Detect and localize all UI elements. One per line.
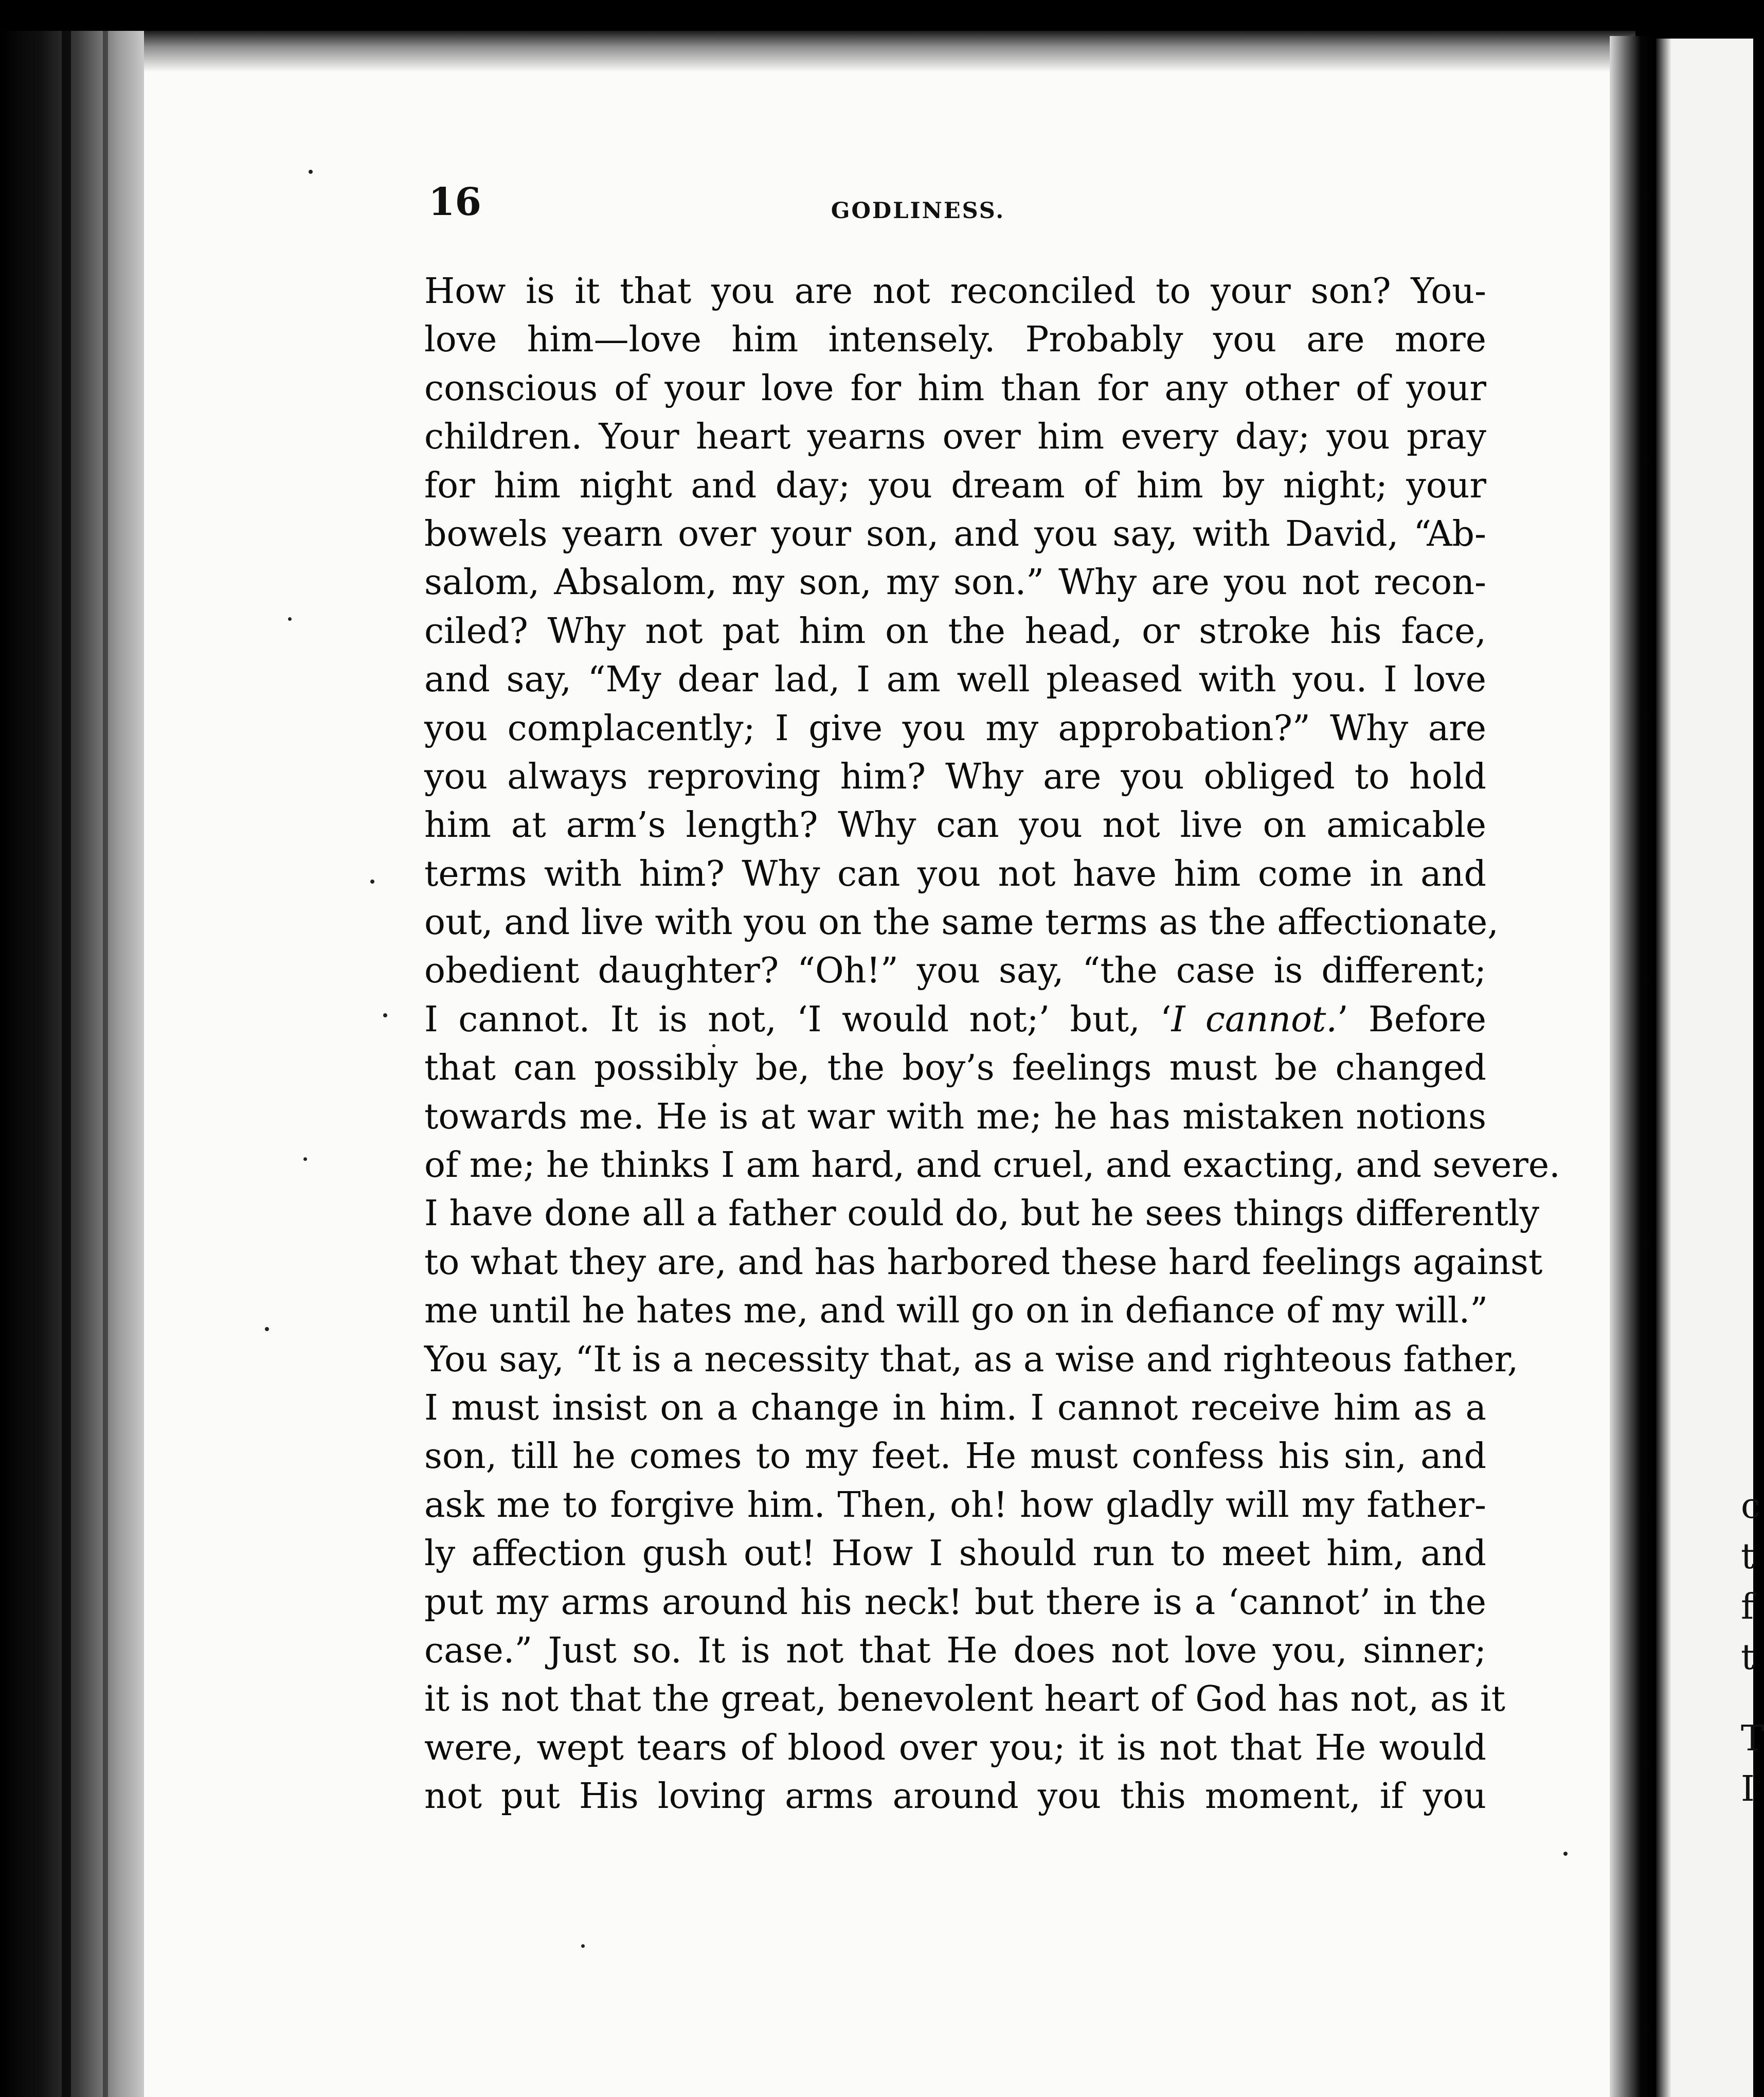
text-segment: him at arm’s length? Why can you not live on amicable (424, 805, 1486, 846)
text-segment: ciled? Why not pat him on the head, or stroke his face, (424, 611, 1486, 652)
text-segment: put my arms around his neck! but there is a ‘cannot’ in the (424, 1582, 1486, 1623)
text-segment: and say, “My dear lad, I am well pleased with you. I love (424, 659, 1486, 701)
text-segment: How is it that you are not reconciled to your son? You- (424, 271, 1486, 312)
text-segment: were, wept tears of blood over you; it is not that He would (424, 1727, 1486, 1768)
text-line (424, 947, 1486, 995)
text-segment: ask me to forgive him. Then, oh! how gladly will my father- (424, 1484, 1486, 1526)
body-text (424, 267, 1560, 1821)
speck (288, 617, 292, 621)
running-head: GODLINESS. (831, 198, 1005, 224)
text-line (424, 1675, 1505, 1724)
text-segment: you always reproving him? Why are you obliged to hold (424, 756, 1486, 797)
text-line (424, 510, 1486, 559)
text-line (424, 559, 1486, 607)
text-segment: conscious of your love for him than for any other of your (424, 368, 1486, 409)
adjacent-glyph: c (1741, 1486, 1761, 1527)
page-gutter (1610, 36, 1656, 2097)
text-line (424, 1530, 1486, 1578)
text-line (424, 705, 1486, 753)
text-line (424, 316, 1486, 364)
text-segment: not put His loving arms around you this moment, if you (424, 1776, 1486, 1817)
text-segment: terms with him? Why can you not have him come in and (424, 853, 1486, 894)
text-segment: obedient daughter? “Oh!” you say, “the case is different; (424, 951, 1486, 992)
speck (265, 1327, 269, 1331)
text-segment: it is not that the great, benevolent heart of God has not, as it (424, 1679, 1505, 1720)
text-line (424, 1336, 1519, 1384)
text-segment: children. Your heart yearns over him every day; you pray (424, 417, 1486, 458)
text-segment: ’ Before (1337, 999, 1486, 1040)
adjacent-glyph: f (1741, 1587, 1754, 1627)
text-segment: ly affection gush out! How I should run to meet him, and (424, 1533, 1486, 1574)
speck (370, 880, 374, 884)
text-line (424, 267, 1486, 316)
text-line (424, 996, 1486, 1044)
text-line (424, 1724, 1486, 1772)
text-line (424, 462, 1486, 510)
text-line (424, 801, 1486, 850)
text-line (424, 365, 1486, 413)
adjacent-glyph: t (1741, 1536, 1755, 1577)
text-segment: for him night and day; you dream of him by night; your (424, 465, 1486, 506)
text-segment: towards me. He is at war with me; he has mistaken notions (424, 1096, 1486, 1137)
adjacent-glyph: t (1741, 1637, 1755, 1678)
speck (303, 1157, 307, 1161)
text-segment: son, till he comes to my feet. He must confess his sin, and (424, 1436, 1486, 1477)
text-line (424, 1627, 1486, 1675)
text-line (424, 1287, 1486, 1335)
adjacent-glyph: T (1741, 1718, 1764, 1759)
text-segment: that can possibly be, the boy’s feelings must be changed (424, 1048, 1486, 1089)
text-line (424, 1384, 1486, 1432)
text-segment: to what they are, and has harbored these hard feelings against (424, 1242, 1543, 1283)
adjacent-page-text-fragments (1741, 1481, 1764, 1815)
text-segment: I must insist on a change in him. I cannot receive him as a (424, 1387, 1486, 1428)
text-line (424, 656, 1486, 704)
text-line (424, 1093, 1486, 1141)
adjacent-page-edge (1656, 39, 1764, 2097)
speck (581, 1944, 585, 1948)
text-line (424, 1579, 1486, 1627)
text-line (424, 413, 1486, 461)
text-line (424, 899, 1499, 947)
text-segment: of me; he thinks I am hard, and cruel, and exacting, and severe. (424, 1145, 1560, 1186)
speck (383, 1013, 387, 1017)
text-segment: me until he hates me, and will go on in defiance of my will.” (424, 1291, 1488, 1332)
text-segment: case.” Just so. It is not that He does not love you, sinner; (424, 1630, 1486, 1671)
text-segment: love him—love him intensely. Probably you are more (424, 319, 1486, 361)
text-line (424, 1481, 1486, 1530)
text-segment: I cannot. It is not, ‘I would not;’ but, ‘ (424, 999, 1172, 1040)
page-top-shadow (144, 31, 1635, 72)
text-line (424, 1190, 1539, 1238)
italic-text: I cannot. (1171, 999, 1337, 1040)
text-line (424, 1141, 1560, 1190)
text-line (424, 1044, 1486, 1092)
text-line (424, 1772, 1486, 1821)
text-segment: You say, “It is a necessity that, as a wise and righteous father, (424, 1339, 1519, 1380)
text-line (424, 607, 1486, 656)
text-segment: I have done all a father could do, but he sees things differently (424, 1193, 1539, 1234)
text-segment: bowels yearn over your son, and you say, with David, “Ab- (424, 513, 1486, 554)
text-line (424, 753, 1486, 801)
speck (1563, 1852, 1568, 1856)
adjacent-glyph: I (1741, 1769, 1755, 1809)
text-segment: you complacently; I give you my approbation?” Why are (424, 708, 1486, 749)
text-segment: out, and live with you on the same terms as the affectionate, (424, 902, 1499, 943)
page-number: 16 (428, 180, 481, 224)
text-line (424, 1432, 1486, 1481)
speck (309, 170, 313, 174)
text-segment: salom, Absalom, my son, my son.” Why are you not recon- (424, 562, 1486, 603)
text-line (424, 850, 1486, 899)
text-line (424, 1239, 1543, 1287)
